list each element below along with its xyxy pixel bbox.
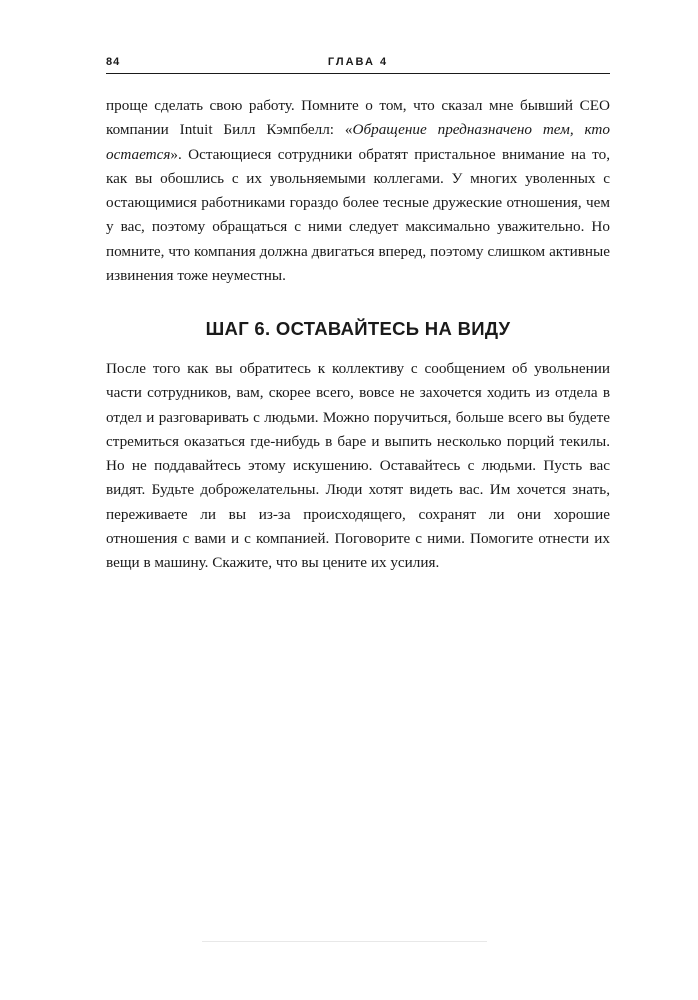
paragraph-intro-text-after: ». Остающиеся сотрудники обратят пристальное внимание на то, как вы обошлись с их увольняемыми коллегами. У многих уволенных с остающимися работниками гораздо более тесные дружеские отношения, чем у вас, поэтому обращаться с ними следует максимально уважительно. Но помните, что компания должна двигаться вперед, поэтому слишком активные извинения тоже неуместны. [106, 145, 610, 285]
paragraph-intro-text-before: проще сделать свою работу. Помните о том, что сказал мне бывший CEO компании Intuit Билл Кэмпбелл: « [106, 97, 610, 139]
campbell-quote: Обращение предназначено тем, кто остается [106, 121, 610, 163]
section-heading: ШАГ 6. ОСТАВАЙТЕСЬ НА ВИДУ [205, 318, 511, 339]
paragraph-intro [106, 94, 610, 288]
chapter-title: ГЛАВА 4 [327, 56, 389, 68]
bottom-divider [202, 941, 487, 942]
page-number: 84 [106, 56, 121, 68]
paragraph-step6: После того как вы обратитесь к коллективу с сообщением об увольнении части сотрудников, вам, скорее всего, вовсе не захочется ходить из отдела в отдел и разговаривать с людьми. Можно поручиться, больше всего вы будете стремиться оказаться где-нибудь в баре и выпить несколько порций текилы. Но не поддавайтесь этому искушению. Оставайтесь с людьми. Пусть вас видят. Будьте доброжелательны. Люди хотят видеть вас. Им хочется знать, переживаете ли вы из-за происходящего, сохранят ли они хорошие отношения с вами и с компанией. Поговорите с ними. Помогите отнести их вещи в машину. Скажите, что вы цените их усилия. [106, 360, 610, 572]
running-header [106, 56, 610, 74]
header-rule [106, 73, 610, 74]
